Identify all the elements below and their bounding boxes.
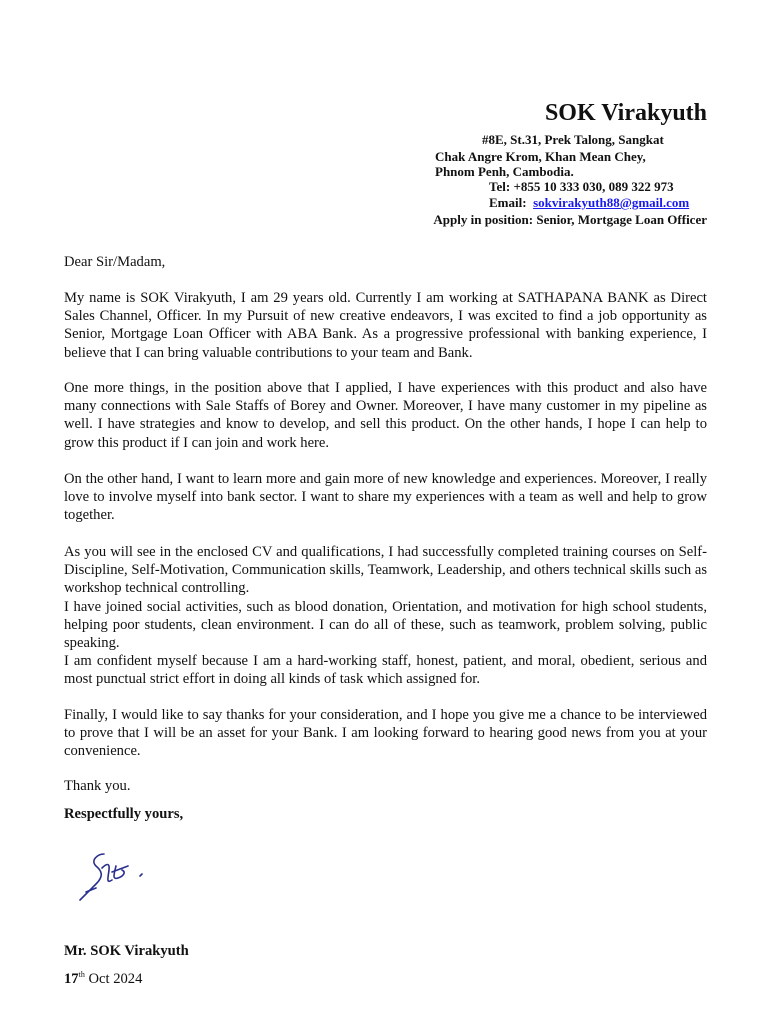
salutation: Dear Sir/Madam,: [64, 254, 166, 270]
paragraph: On the other hand, I want to learn more and gain more of new knowledge and experiences. Moreover, I really love to involve myself into bank sector. I want to share my experiences with a team as well and help to grow together.: [64, 471, 707, 524]
signer-name: Mr. SOK Virakyuth: [64, 943, 189, 959]
date-month-year: Oct 2024: [84, 970, 143, 987]
thank-you: Thank you.: [64, 778, 131, 794]
paragraph-qualifications: [64, 543, 707, 689]
closing-phrase: Respectfully yours,: [64, 806, 184, 822]
position-applied: Apply in position: Senior, Mortgage Loan Officer: [433, 212, 707, 227]
letter-date: [64, 970, 142, 988]
applicant-name: SOK Virakyuth: [544, 100, 707, 126]
address-line-2: Chak Angre Krom, Khan Mean Chey,: [435, 149, 646, 164]
paragraph: I have joined social activities, such as blood donation, Orientation, and motivation for high school students, helping poor students, clean environment. I can do all of these, such as teamwork, problem solving, public speaking.: [64, 598, 707, 652]
paragraph: As you will see in the enclosed CV and qualifications, I had successfully completed training courses on Self-Discipline, Self-Motivation, Communication skills, Teamwork, Leadership, and others technical skills such as workshop technical controlling.: [64, 544, 707, 597]
handwritten-signature: [76, 846, 156, 906]
paragraph-experience: [64, 379, 707, 452]
email-link[interactable]: sokvirakyuth88@gmail.com: [533, 195, 690, 210]
paragraph-learning: [64, 470, 707, 525]
paragraph: My name is SOK Virakyuth, I am 29 years old. Currently I am working at SATHAPANA BANK as Direct Sales Channel, Officer. In my Pursuit of new creative endeavors, I was excited to find a job opportunity as Senior, Mortgage Loan Officer with ABA Bank. As a progressive professional with banking experience, I believe that I can bring valuable contributions to your team and Bank.: [64, 290, 707, 361]
address-line-1: #8E, St.31, Prek Talong, Sangkat: [482, 132, 664, 147]
paragraph-intro: [64, 289, 707, 362]
paragraph: I am confident myself because I am a hard-working staff, honest, patient, and moral, obedient, serious and most punctual strict effort in doing all kinds of task which assigned for.: [64, 653, 707, 688]
paragraph: One more things, in the position above that I applied, I have experiences with this product and also have many connections with Sale Staffs of Borey and Owner. Moreover, I have many customer in my pipeline as well. I have strategies and know to develop, and sell this product. On the other hands, I hope I can help to grow this product if I can join and work here.: [64, 380, 707, 451]
email-line: [489, 194, 689, 211]
email-label: Email:: [489, 195, 527, 210]
paragraph-closing: [64, 706, 707, 761]
date-day: 17: [64, 970, 79, 987]
paragraph: Finally, I would like to say thanks for your consideration, and I hope you give me a chance to be interviewed to prove that I will be an asset for your Bank. I am looking forward to hearing good news from you at your convenience.: [64, 707, 707, 760]
date-suffix: th: [78, 970, 85, 979]
address-line-3: Phnom Penh, Cambodia.: [435, 164, 574, 179]
telephone: Tel: +855 10 333 030, 089 322 973: [489, 179, 674, 194]
